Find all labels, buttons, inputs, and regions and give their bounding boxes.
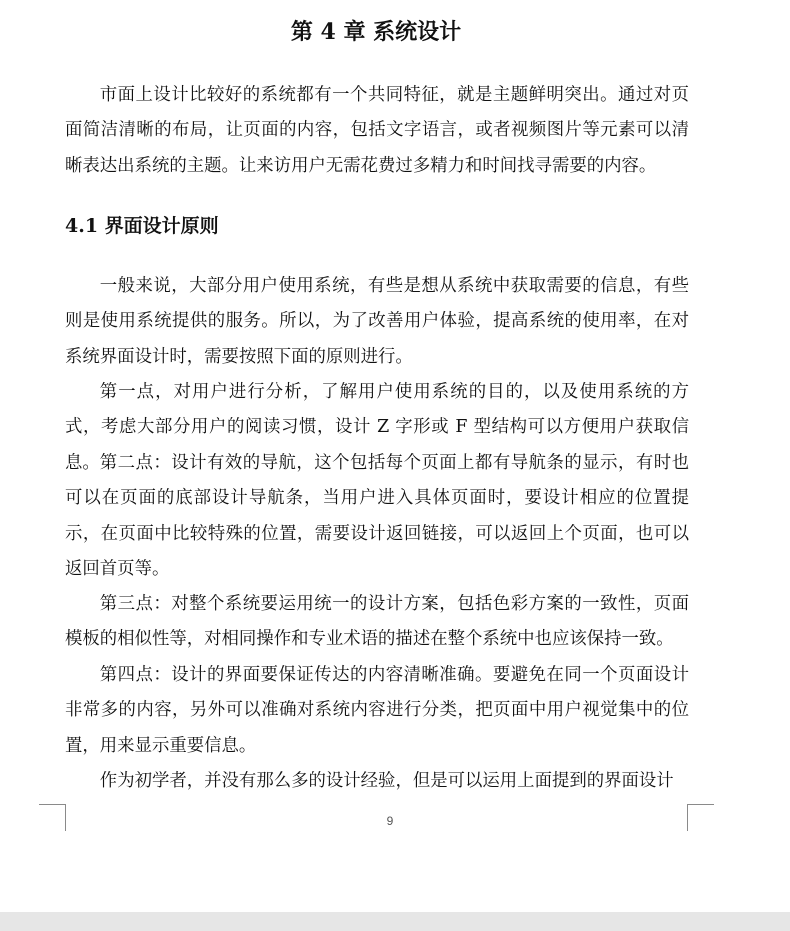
body-paragraph-1: 一般来说，大部分用户使用系统，有些是想从系统中获取需要的信息，有些则是使用系统提供的服务。所以，为了改善用户体验，提高系统的使用率，在对系统界面设计时，需要按照下面的原则进行。 xyxy=(65,276,689,367)
body-paragraph-4: 第三点：对整个系统要运用统一的设计方案，包括色彩方案的一致性，页面模板的相似性等，对相同操作和专业术语的描述在整个系统中也应该保持一致。 xyxy=(65,594,689,650)
intro-paragraph: 市面上设计比较好的系统都有一个共同特征，就是主题鲜明突出。通过对页面简洁清晰的布局，让页面的内容，包括文字语言，或者视频图片等元素可以清晰表达出系统的主题。让来访用户无需花费过多精力和时间找寻需要的内容。 xyxy=(65,85,689,176)
page-number: 9 xyxy=(386,814,394,828)
page-gap-bar xyxy=(0,912,790,931)
chapter-title: 第 4 章 系统设计 xyxy=(290,19,462,45)
body-paragraph-3: 第二点：设计有效的导航，这个包括每个页面上都有导航条的显示，有时也可以在页面的底部设计导航条，当用户进入具体页面时，要设计相应的位置提示，在页面中比较特殊的位置，需要设计返回链接，可以返回上个页面，也可以返回首页等。 xyxy=(65,453,689,580)
body-paragraph-5: 第四点：设计的界面要保证传达的内容清晰准确。要避免在同一个页面设计非常多的内容，另外可以准确对系统内容进行分类，把页面中用户视觉集中的位置，用来显示重要信息。 xyxy=(65,665,689,756)
body-paragraph-6: 作为初学者，并没有那么多的设计经验，但是可以运用上面提到的界面设计 xyxy=(99,771,674,791)
section-heading: 4.1 界面设计原则 xyxy=(65,215,219,237)
body-paragraph-2: 第一点，对用户进行分析，了解用户使用系统的目的，以及使用系统的方式，考虑大部分用户的阅读习惯，设计 Z 字形或 F 型结构可以方便用户获取信息。 xyxy=(65,382,689,473)
